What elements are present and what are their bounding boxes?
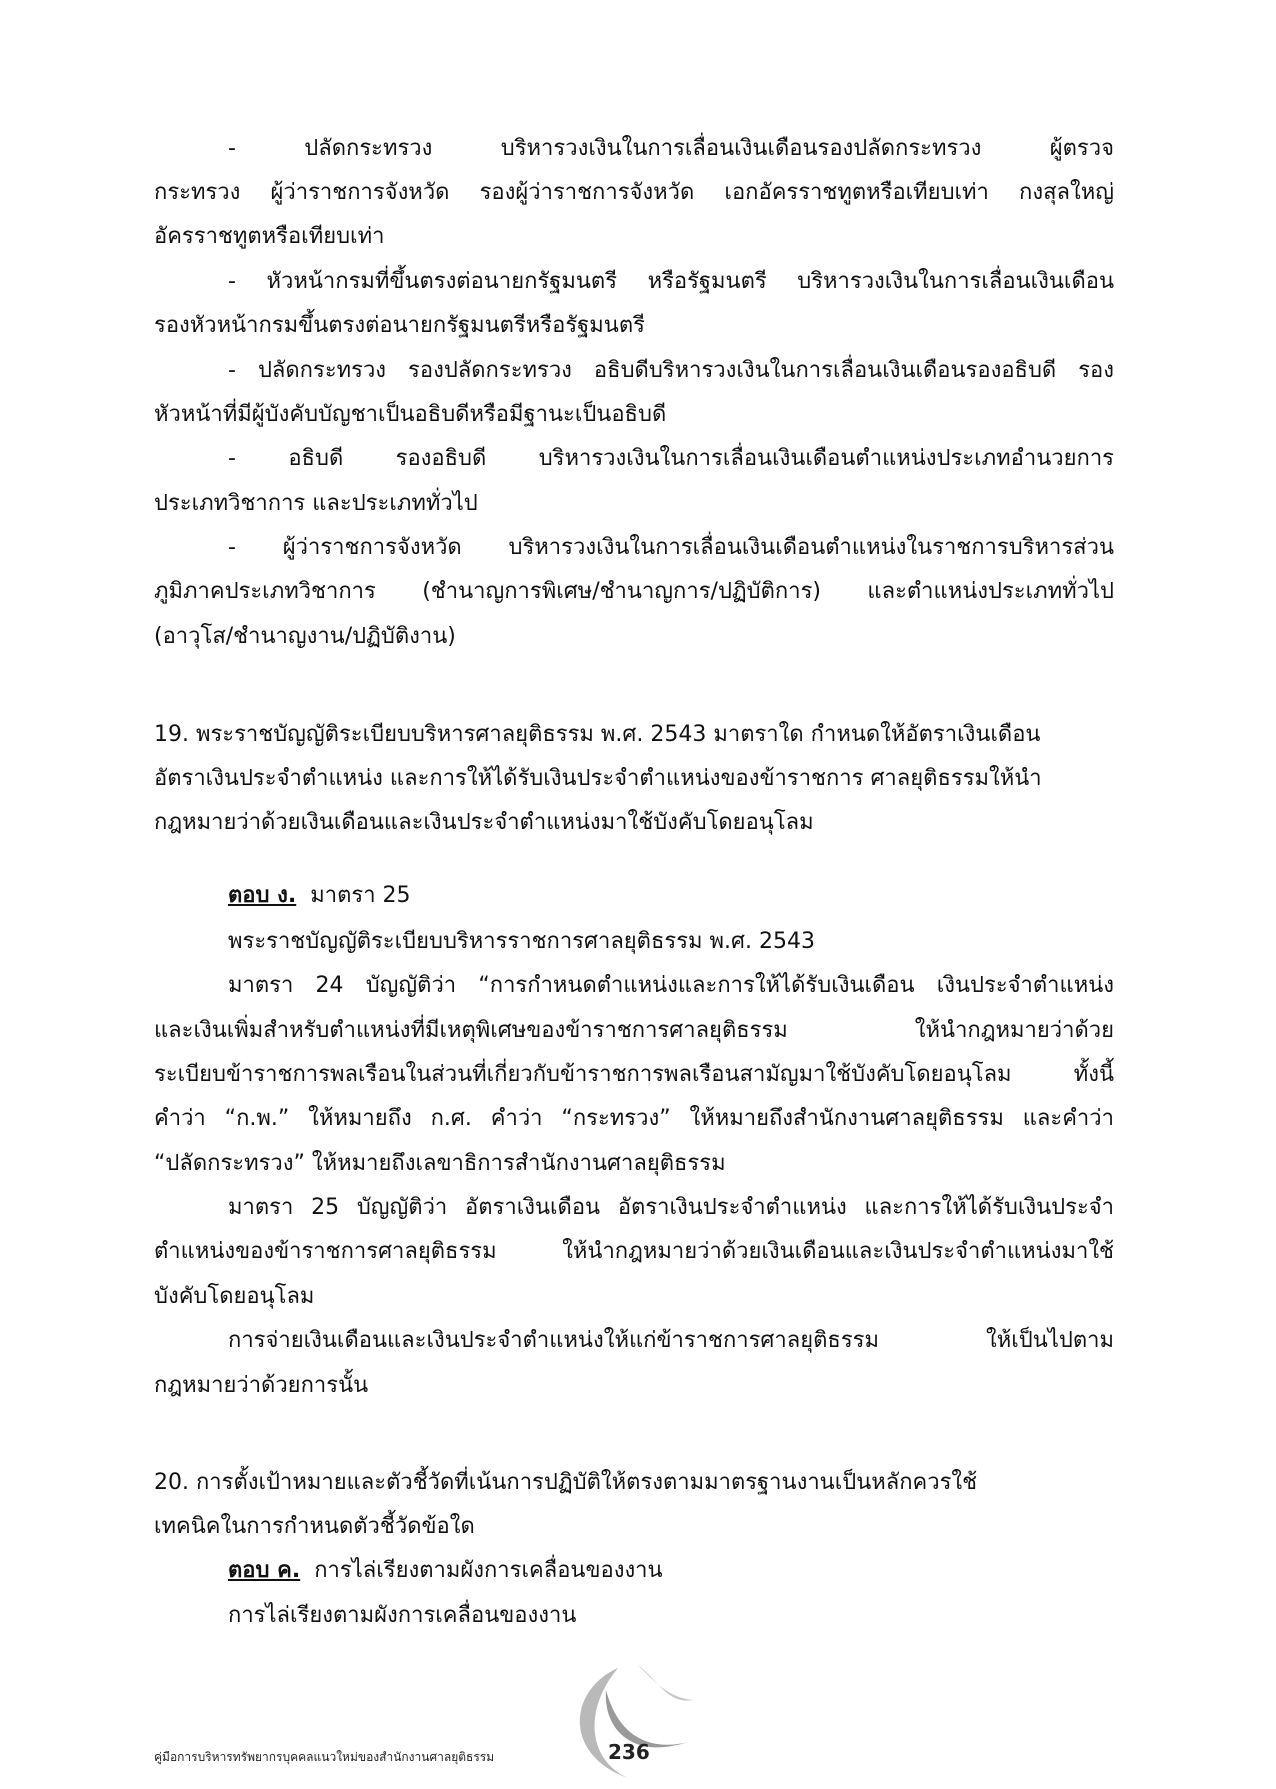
- answer-20-line: การไล่เรียงตามผังการเคลื่อนของงาน: [228, 1603, 577, 1628]
- question-20-line: 20. การตั้งเป้าหมายและตัวชี้วัดที่เน้นการปฏิบัติให้ตรงตามมาตรฐานงานเป็นหลักควรใช้: [154, 1470, 978, 1495]
- footer-title: คู่มือการบริหารทรัพยากรบุคคลแนวใหม่ของสำนักงานศาลยุติธรรม: [154, 1750, 495, 1764]
- paragraph-line: - อธิบดี รองอธิบดี บริหารวงเงินในการเลื่อนเงินเดือนตำแหน่งประเภทอำนวยการ: [228, 446, 1114, 471]
- answer-19-line: และเงินเพิ่มสำหรับตำแหน่งที่มีเหตุพิเศษของข้าราชการศาลยุติธรรม ให้นำกฎหมายว่าด้วย: [154, 1018, 1114, 1043]
- answer-19-line: ตำแหน่งของข้าราชการศาลยุติธรรม ให้นำกฎหมายว่าด้วยเงินเดือนและเงินประจำตำแหน่งมาใช้: [154, 1239, 1114, 1264]
- page-number: 236: [608, 1740, 650, 1764]
- answer-19-line: การจ่ายเงินเดือนและเงินประจำตำแหน่งให้แก่ข้าราชการศาลยุติธรรม ให้เป็นไปตาม: [228, 1328, 1114, 1353]
- answer-19-line: มาตรา 24 บัญญัติว่า “การกำหนดตำแหน่งและการให้ได้รับเงินเดือน เงินประจำตำแหน่ง: [228, 973, 1114, 998]
- question-19-line: อัตราเงินประจำตำแหน่ง และการให้ได้รับเงินประจำตำแหน่งของข้าราชการ ศาลยุติธรรมให้นำ: [154, 766, 1042, 791]
- paragraph-line: ภูมิภาคประเภทวิชาการ (ชำนาญการพิเศษ/ชำนาญการ/ปฏิบัติการ) และตำแหน่งประเภททั่วไป: [154, 579, 1114, 604]
- answer-19-text: มาตรา 25: [310, 883, 411, 908]
- answer-19-line: บังคับโดยอนุโลม: [154, 1284, 315, 1309]
- paragraph-line: - ผู้ว่าราชการจังหวัด บริหารวงเงินในการเลื่อนเงินเดือนตำแหน่งในราชการบริหารส่วน: [228, 535, 1114, 560]
- answer-19-label: ตอบ ง.: [228, 883, 297, 908]
- question-20-line: เทคนิคในการกำหนดตัวชี้วัดข้อใด: [154, 1514, 475, 1539]
- answer-20-text: การไล่เรียงตามผังการเคลื่อนของงาน: [314, 1558, 663, 1583]
- answer-19-line: มาตรา 25 บัญญัติว่า อัตราเงินเดือน อัตราเงินประจำตำแหน่ง และการให้ได้รับเงินประจำ: [228, 1195, 1114, 1220]
- paragraph-line: รองหัวหน้ากรมขึ้นตรงต่อนายกรัฐมนตรีหรือรัฐมนตรี: [154, 313, 645, 338]
- paragraph-line: - ปลัดกระทรวง รองปลัดกระทรวง อธิบดีบริหารวงเงินในการเลื่อนเงินเดือนรองอธิบดี รอง: [228, 358, 1114, 383]
- paragraph-line: - ปลัดกระทรวง บริหารวงเงินในการเลื่อนเงินเดือนรองปลัดกระทรวง ผู้ตรวจ: [228, 136, 1114, 161]
- question-19-line: กฎหมายว่าด้วยเงินเดือนและเงินประจำตำแหน่งมาใช้บังคับโดยอนุโลม: [154, 810, 814, 835]
- question-19-line: 19. พระราชบัญญัติระเบียบบริหารศาลยุติธรรม พ.ศ. 2543 มาตราใด กำหนดให้อัตราเงินเดือน: [154, 722, 1041, 747]
- paragraph-line: อัครราชทูตหรือเทียบเท่า: [154, 224, 385, 249]
- answer-19-line: กฎหมายว่าด้วยการนั้น: [154, 1373, 369, 1398]
- answer-20-line: [228, 1553, 1114, 1589]
- answer-20-label: ตอบ ค.: [228, 1558, 301, 1583]
- swoosh-logo-icon: [548, 1660, 698, 1789]
- paragraph-line: หัวหน้าที่มีผู้บังคับบัญชาเป็นอธิบดีหรือมีฐานะเป็นอธิบดี: [154, 402, 667, 427]
- paragraph-line: - หัวหน้ากรมที่ขึ้นตรงต่อนายกรัฐมนตรี หรือรัฐมนตรี บริหารวงเงินในการเลื่อนเงินเดือน: [228, 269, 1114, 294]
- paragraph-line: ประเภทวิชาการ และประเภททั่วไป: [154, 491, 478, 516]
- answer-19-line: พระราชบัญญัติระเบียบบริหารราชการศาลยุติธรรม พ.ศ. 2543: [228, 929, 815, 954]
- answer-19-line: คำว่า “ก.พ.” ให้หมายถึง ก.ศ. คำว่า “กระทรวง” ให้หมายถึงสำนักงานศาลยุติธรรม และคำว่า: [154, 1106, 1114, 1131]
- paragraph-line: (อาวุโส/ชำนาญงาน/ปฏิบัติงาน): [154, 624, 456, 649]
- answer-19-line: ระเบียบข้าราชการพลเรือนในส่วนที่เกี่ยวกับข้าราชการพลเรือนสามัญมาใช้บังคับโดยอนุโลม ทั้งนี้: [154, 1062, 1114, 1087]
- answer-19-line: “ปลัดกระทรวง” ให้หมายถึงเลขาธิการสำนักงานศาลยุติธรรม: [154, 1151, 726, 1176]
- paragraph-line: กระทรวง ผู้ว่าราชการจังหวัด รองผู้ว่าราชการจังหวัด เอกอัครราชทูตหรือเทียบเท่า กงสุลใหญ่: [154, 180, 1114, 205]
- answer-19-line: [228, 878, 1114, 914]
